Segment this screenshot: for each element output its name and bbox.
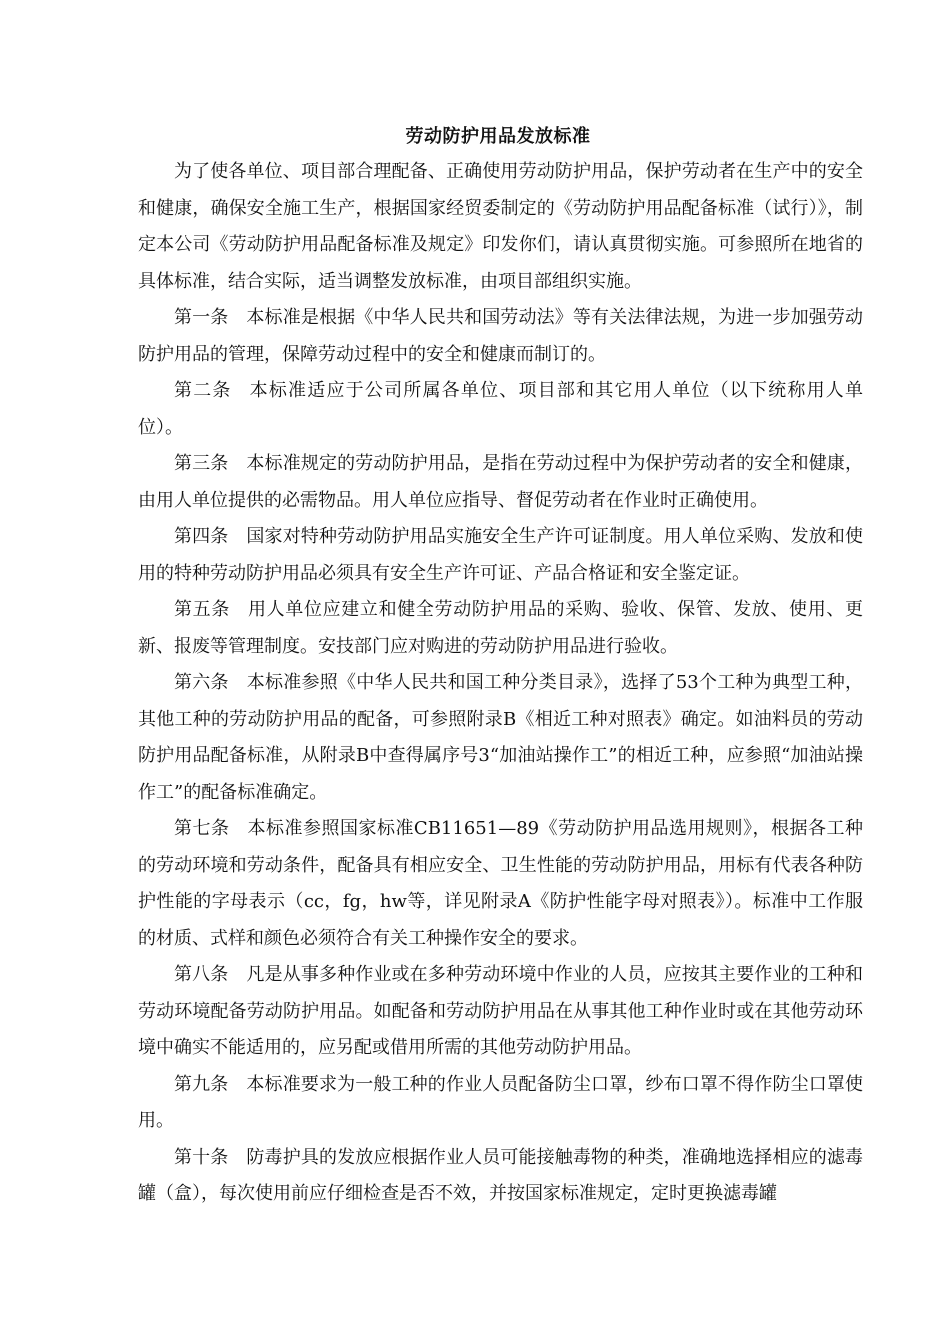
article-number: 第五条 <box>174 599 230 620</box>
article-text: 本标准是根据《中华人民共和国劳动法》等有关法律法规，为进一步加强劳动防护用品的管理，保障劳动过程中的安全和健康而制订的。 <box>138 307 864 365</box>
article-text: 本标准参照国家标准CB11651—89《劳动防护用品选用规则》，根据各工种的劳动环境和劳动条件，配备具有相应安全、卫生性能的劳动防护用品，用标有代表各种防护性能的字母表示（cc，fg，hw等，详见附录A《防护性能字母对照表》）。标准中工作服的材质、式样和颜色必须符合有关工种操作安全的要求。 <box>138 818 863 949</box>
article-paragraph <box>138 957 863 1067</box>
article-text: 国家对特种劳动防护用品实施安全生产许可证制度。用人单位采购、发放和使用的特种劳动防护用品必须具有安全生产许可证、产品合格证和安全鉴定证。 <box>138 526 864 584</box>
article-number: 第六条 <box>174 672 229 693</box>
article-text: 本标准参照《中华人民共和国工种分类目录》，选择了53个工种为典型工种，其他工种的劳动防护用品的配备，可参照附录B《相近工种对照表》确定。如油料员的劳动防护用品配备标准，从附录B中查得属序号3“加油站操作工”的相近工种，应参照“加油站操作工”的配备标准确定。 <box>138 672 864 803</box>
article-number: 第七条 <box>174 818 230 839</box>
article-text: 凡是从事多种作业或在多种劳动环境中作业的人员，应按其主要作业的工种和劳动环境配备劳动防护用品。如配备和劳动防护用品在从事其他工种作业时或在其他劳动环境中确实不能适用的，应另配或借用所需的其他劳动防护用品。 <box>138 964 864 1058</box>
article-number: 第三条 <box>174 453 229 474</box>
article-paragraph <box>138 373 863 446</box>
article-paragraph <box>138 665 863 811</box>
article-paragraph <box>138 1067 863 1140</box>
document-body <box>138 154 863 1213</box>
article-text: 本标准规定的劳动防护用品，是指在劳动过程中为保护劳动者的安全和健康，由用人单位提供的必需物品。用人单位应指导、督促劳动者在作业时正确使用。 <box>138 453 864 511</box>
article-text: 本标准适应于公司所属各单位、项目部和其它用人单位（以下统称用人单位）。 <box>138 380 864 438</box>
article-paragraph <box>138 519 863 592</box>
article-paragraph <box>138 1140 863 1213</box>
article-number: 第二条 <box>174 380 232 401</box>
article-number: 第一条 <box>174 307 229 328</box>
article-number: 第九条 <box>174 1073 229 1095</box>
document-title: 劳动防护用品发放标准 <box>405 126 591 147</box>
article-paragraph <box>138 300 863 373</box>
article-text: 用人单位应建立和健全劳动防护用品的采购、验收、保管、发放、使用、更新、报废等管理制度。安技部门应对购进的劳动防护用品进行验收。 <box>138 599 864 657</box>
article-text: 防毒护具的发放应根据作业人员可能接触毒物的种类，准确地选择相应的滤毒罐（盒），每次使用前应仔细检查是否不效，并按国家标准规定，定时更换滤毒罐 <box>138 1146 864 1204</box>
article-text: 本标准要求为一般工种的作业人员配备防尘口罩，纱布口罩不得作防尘口罩使用。 <box>138 1073 864 1131</box>
article-number: 第四条 <box>174 526 229 547</box>
article-paragraph <box>138 811 863 957</box>
intro-paragraph: 为了使各单位、项目部合理配备、正确使用劳动防护用品，保护劳动者在生产中的安全和健康，确保安全施工生产，根据国家经贸委制定的《劳动防护用品配备标准（试行）》，制定本公司《劳动防护用品配备标准及规定》印发你们，请认真贯彻实施。可参照所在地省的具体标准，结合实际，适当调整发放标准，由项目部组织实施。 <box>138 161 863 292</box>
article-paragraph <box>138 592 863 665</box>
article-number: 第十条 <box>174 1146 229 1168</box>
article-number: 第八条 <box>174 964 229 985</box>
article-paragraph <box>138 446 863 519</box>
